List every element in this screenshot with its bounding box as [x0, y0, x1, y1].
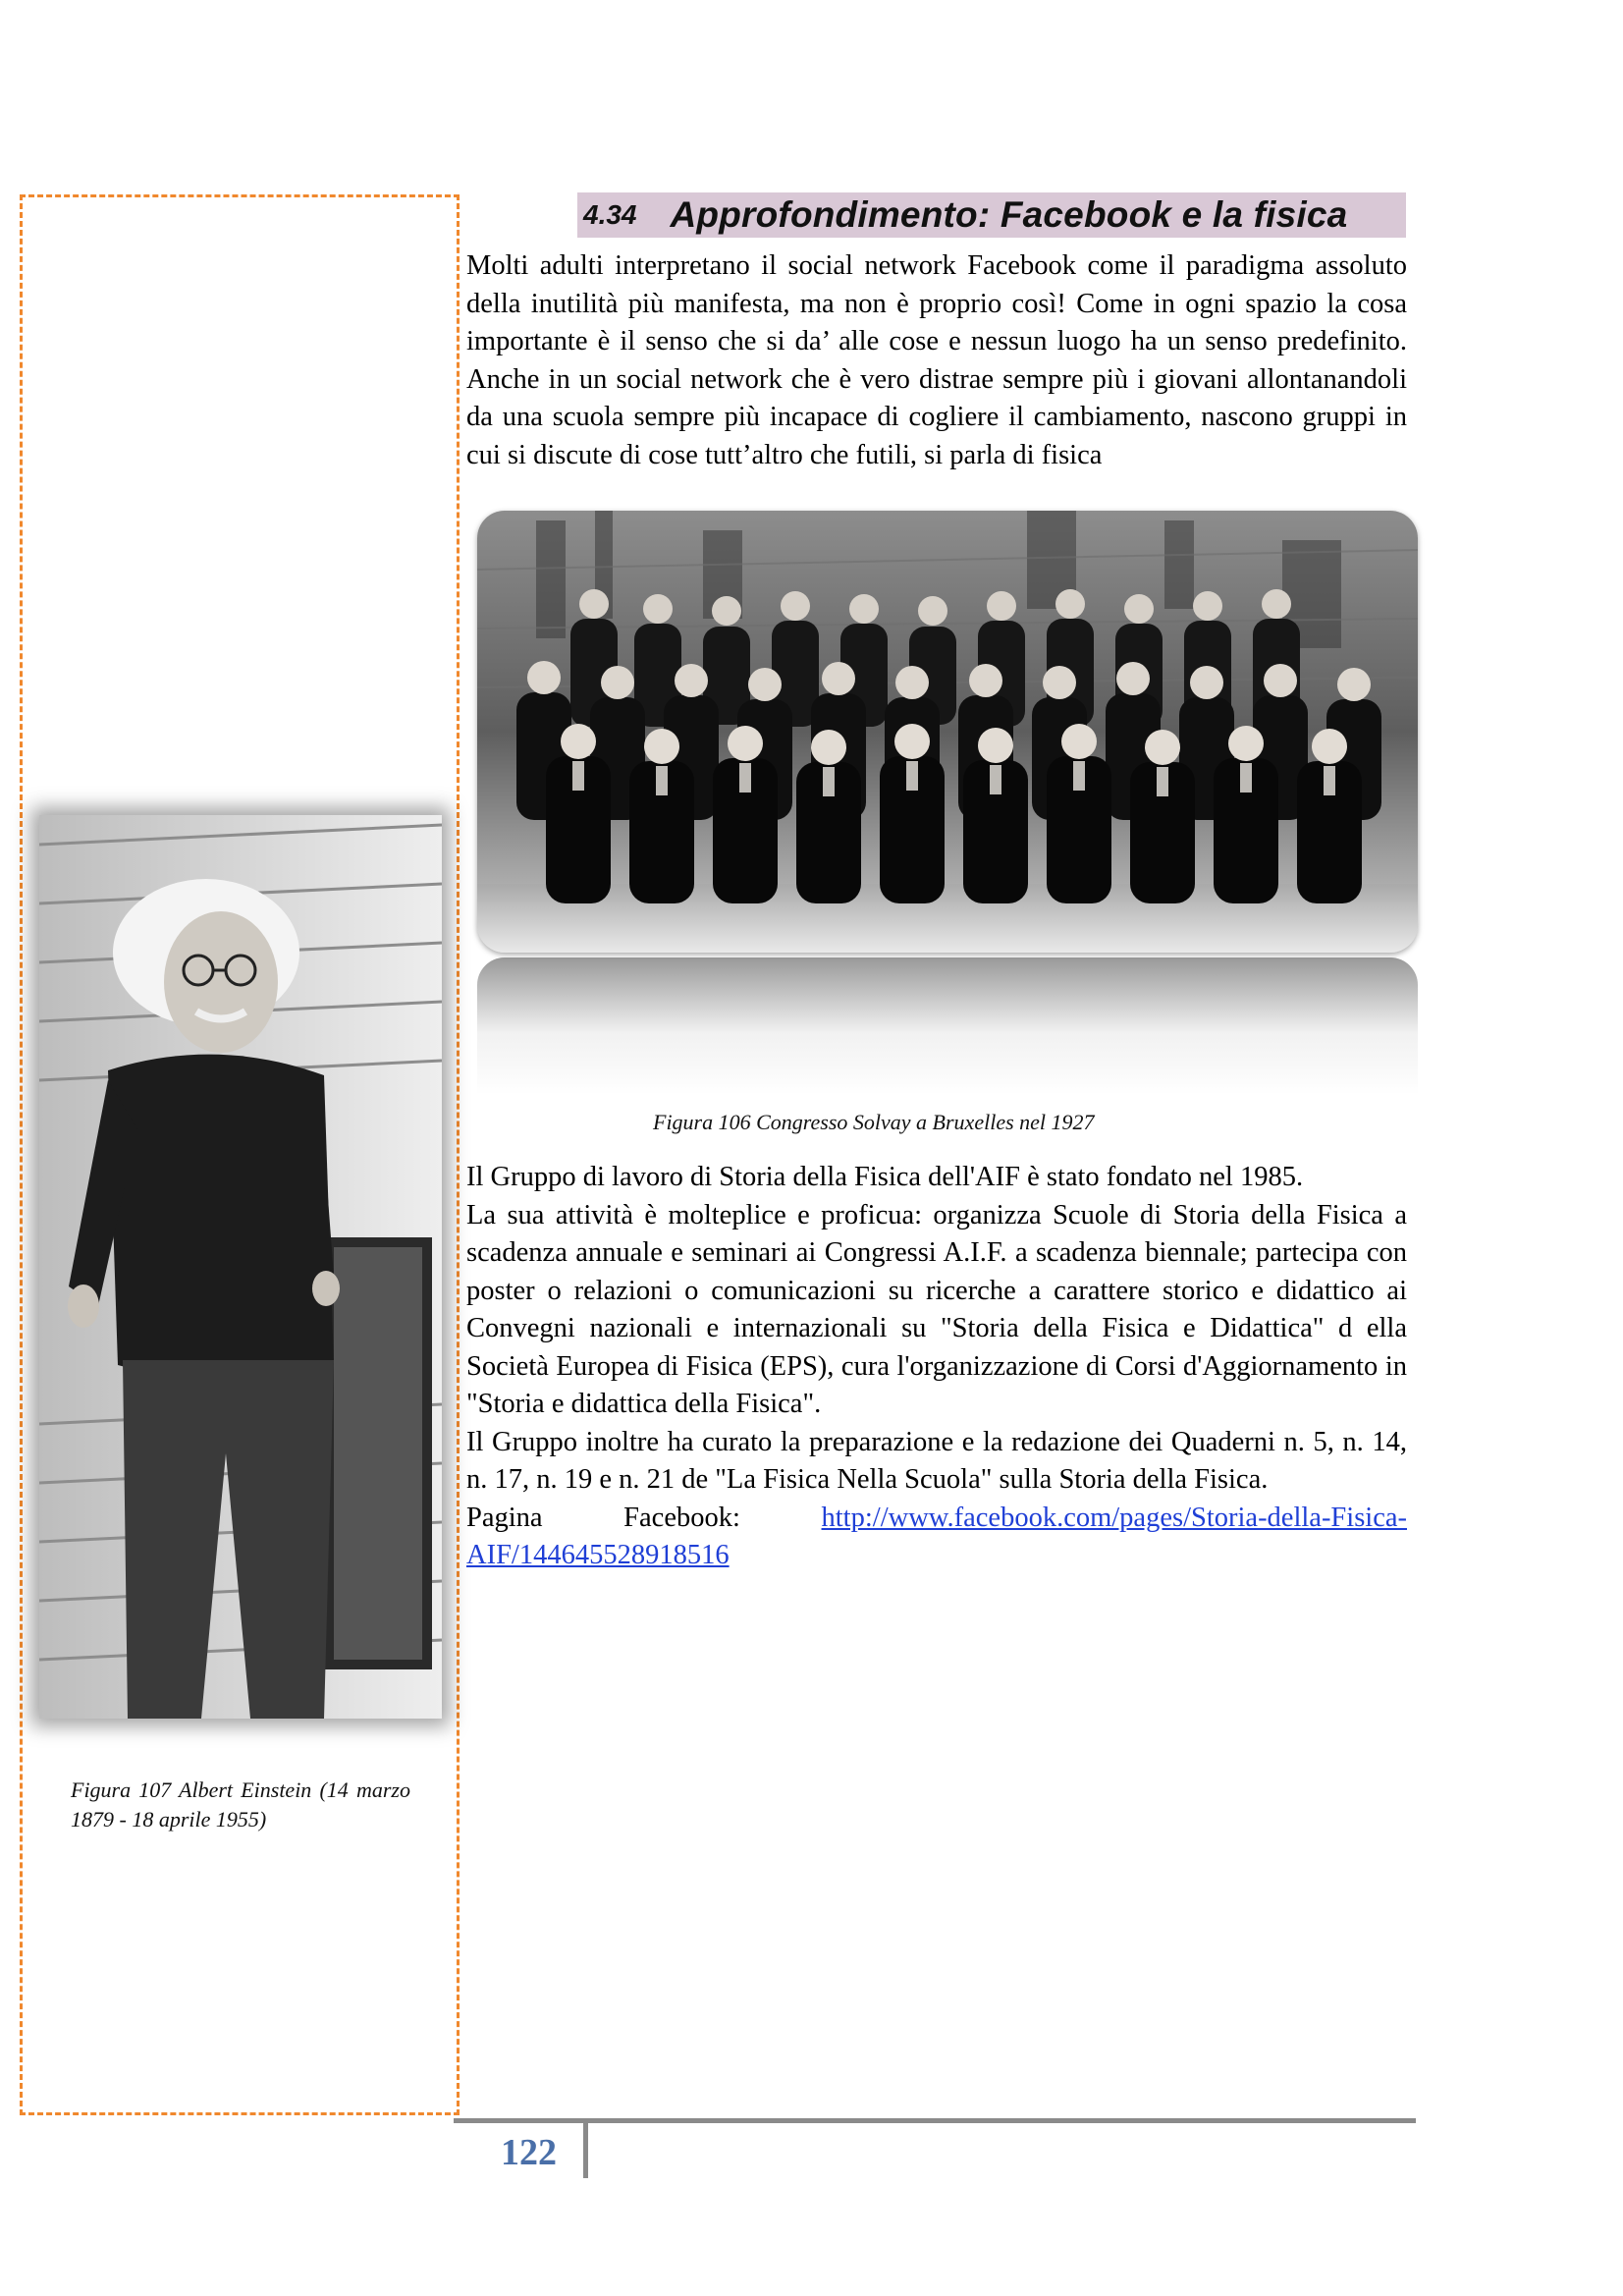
figure-107-caption: Figura 107 Albert Einstein (14 marzo 1879 - 18 aprile 1955) [71, 1777, 410, 1831]
solvay-photo-image [477, 511, 1418, 953]
section-number: 4.34 [583, 199, 637, 230]
section-heading [577, 192, 1406, 238]
intro-text [466, 247, 1407, 474]
facebook-label: Pagina Facebook: [466, 1502, 740, 1533]
gruppo-text [466, 1159, 1407, 1575]
section-title: Approfondimento: Facebook e la fisica [670, 194, 1348, 235]
facebook-link[interactable]: http://www.facebook.com/pages/Storia-della-Fisica-AIF/144645528918516 [466, 1502, 1407, 1570]
footer-rule [454, 2118, 1416, 2123]
gruppo-paragraph-1: Il Gruppo di lavoro di Storia della Fisica dell'AIF è stato fondato nel 1985. [466, 1162, 1304, 1192]
figure-106-caption: Figura 106 Congresso Solvay a Bruxelles nel 1927 [653, 1110, 1095, 1134]
gruppo-paragraph-2: La sua attività è molteplice e proficua: organizza Scuole di Storia della Fisica a scadenza annuale e seminari ai Congressi A.I.F. a scadenza biennale; partecipa con poster o relazioni o comunicazioni su ricerche a carattere storico e didattico ai Convegni nazionali e internazionali su "Storia della Fisica e Didattica" d ella Società Europea di Fisica (EPS), cura l'organizzazione di Corsi d'Aggiornamento in "Storia e didattica della Fisica". [466, 1199, 1407, 1419]
einstein-photo [39, 815, 442, 1719]
page-number-divider [583, 2121, 588, 2178]
solvay-photo-reflection [477, 957, 1418, 1095]
gruppo-paragraph-3: Il Gruppo inoltre ha curato la preparazione e la redazione dei Quaderni n. 5, n. 14, n. 17, n. 19 e n. 21 de "La Fisica Nella Scuola" sulla Storia della Fisica. [466, 1426, 1407, 1495]
page-number: 122 [501, 2132, 557, 2173]
solvay-photo [477, 511, 1418, 953]
intro-paragraph: Molti adulti interpretano il social network Facebook come il paradigma assoluto della inutilità più manifesta, ma non è proprio così! Come in ogni spazio la cosa importante è il senso che si da’ alle cose e nessun luogo ha un senso predefinito. Anche in un social network che è vero distrae sempre più i giovani allontanandoli da una scuola sempre più incapace di cogliere il cambiamento, nascono gruppi in cui si discute di cose tutt’altro che futili, si parla di fisica [466, 250, 1407, 470]
einstein-photo-image [39, 815, 442, 1719]
facebook-line [466, 1500, 1407, 1575]
